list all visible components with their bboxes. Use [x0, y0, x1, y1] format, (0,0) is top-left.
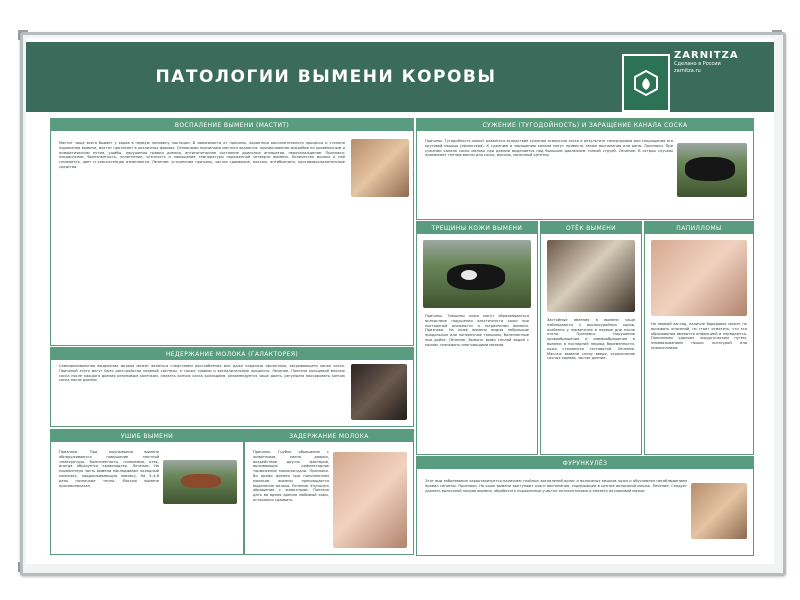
- panel-furunculosis: [416, 456, 754, 556]
- panel-title: СУЖЕНИЕ (ТУГОДОЙНОСТЬ) И ЗАРАЩЕНИЕ КАНАЛА СОСКА: [417, 119, 753, 131]
- udder-photo: [351, 139, 409, 197]
- udder-photo: [547, 240, 635, 312]
- panel-title: УШИБ ВЫМЕНИ: [51, 430, 243, 442]
- brand-block: [674, 50, 770, 75]
- brand-line1: Сделано в России: [674, 61, 721, 67]
- panel-title: НЕДЕРЖАНИЕ МОЛОКА (ГАЛАКТОРЕЯ): [51, 348, 413, 360]
- brand-name: ZARNITZA: [674, 50, 739, 61]
- panel-title: ПАПИЛЛОМЫ: [645, 222, 753, 234]
- title-band: [26, 42, 774, 112]
- panel-text: Причины. Тугодойность может развиться вследствие сужения отверстия соска в результате гипертрофии или сокращения его круговой мышцы (сфинктера). К сужению и заращению канала могут привести также воспаления или раны. Признаки. При сужении канала соска молоко при доении выделяется под большим давлением тонкой струей. Лечение. В острых случаях применяют теплые ванны для соска, массаж, молочный катетер.: [425, 139, 673, 158]
- panel-text: Самопроизвольное выделение молока может являться следствием расслабления или даже паралича сфинктера, закрывающего канал соска. Причиной этого могут быть расстройства нервной системы, а также травмы и воспалительные процессы. Лечение. Полезно кольцевой массаж соска после каждого доения резиновым колечком, смазать кончик соска коллодием, рекомендуется чаще доить, регулярно массировать кончик соска после доения.: [59, 364, 345, 383]
- papilloma-photo: [651, 240, 747, 316]
- cow-photo: [163, 460, 237, 504]
- panel-text: Этот вид заболевания характеризуется наличием гнойных воспалений волос и волосяных мешков кожи и обусловлен несоблюдением правил гигиены. Признаки. На коже вымени выступают очаги воспаления, содержащие в центре волосяной мешок. Лечение. Следует удалить волосяной покров вымени, обработать пораженные участки антисептиками и смазать ихтиоловой мазью.: [425, 479, 687, 493]
- cow-photo: [423, 240, 531, 308]
- udder-photo: [333, 452, 407, 548]
- panel-text: Застойные явления в вымени чаще наблюдаются у высокоудойных коров, особенно у первотелок в первые дни после отела. Признаки. Нарушение кровообращения и лимфообращения в вымени в последний период беременности, кожа становится тестоватой. Лечение. Массаж вымени снизу вверх, ограничение сочных кормов, частое доение.: [547, 318, 635, 361]
- panel-papilloma: [644, 221, 754, 455]
- panel-text: Причины. Трещины кожи могут образовываться вследствие нарушения эластичности кожи при постоянной влажности и загрязнении вымени. Признаки. На коже вымени видны небольшие продольные или поперечные трещины, болезненные при дойке. Лечение. Вымыть вымя теплой водой с мылом, смазывать смягчающими мазями.: [425, 314, 529, 347]
- panel-text: Мастит чаще всего бывает у коров в первую половину лактации. В зависимости от причины, характера воспалительного процесса и степени поражения вымени, мастит протекает в различных формах. Основными причинами мастита являются: проникновение микробов по кровеносным и лимфатическим путям, ушибы, нарушения правил доения, антисанитарное состояние доильных аппаратов, переохлаждение. Признаки: покраснение, болезненность, уплотнение, отечность и повышение температуры пораженной четверти вымени. Количество молока в ней снижается, цвет и консистенция изменяются. Лечение: устранение причины, частое сдаивание, массаж, антибиотики, противовоспалительные средства.: [59, 141, 345, 169]
- panel-title: ОТЁК ВЫМЕНИ: [541, 222, 641, 234]
- cow-photo: [677, 143, 747, 197]
- panel-edema: [540, 221, 642, 455]
- leaf-logo-icon: [622, 54, 670, 112]
- panel-bruise: [50, 429, 244, 555]
- panel-title: ВОСПАЛЕНИЕ ВЫМЕНИ (МАСТИТ): [51, 119, 413, 131]
- panel-text: Причины. Грубое обращение с животными, смена доярки, воздействие других факторов, вызывающих рефлекторное торможение молокоотдачи. Признаки. Во время доения при наполненном молоком вымени прекращается выделение молока. Лечение. Улучшить обращение с животными. Полезно дать во время доения любимый корм, осторожно сдаивать.: [253, 450, 329, 502]
- panel-stenosis: [416, 118, 754, 220]
- panel-incontinence: [50, 347, 414, 427]
- panel-text: На первый взгляд, наличие бородавок может не вызывать опасений, но стоит отметить, что эти образования являются инфекцией и передаются. Папилломы удаляют хирургическим путем, перевязыванием ножки лигатурой или прижиганием.: [651, 322, 747, 350]
- panel-retention: [244, 429, 414, 555]
- poster-title: ПАТОЛОГИИ ВЫМЕНИ КОРОВЫ: [155, 67, 497, 87]
- panel-title: ЗАДЕРЖАНИЕ МОЛОКА: [245, 430, 413, 442]
- furunculosis-photo: [691, 483, 747, 539]
- brand-line2: zarnitza.ru: [674, 68, 701, 74]
- panel-title: ТРЕЩИНЫ КОЖИ ВЫМЕНИ: [417, 222, 537, 234]
- panel-mastitis: [50, 118, 414, 346]
- panel-cracks: [416, 221, 538, 455]
- panel-title: ФУРУНКУЛЁЗ: [417, 457, 753, 469]
- panel-text: Признаки. При ощупывании вымени обнаруживаются повышение местной температуры, болезненность, гиперемия, отек, иногда образуется кровоподтек. Лечение. На пораженную часть вымени накладывают холодный компресс, поддерживающую повязку. На 3–4-й день назначают тепло. Массаж вымени противопоказан.: [59, 450, 159, 488]
- poster: [26, 38, 774, 564]
- teat-photo: [351, 364, 407, 420]
